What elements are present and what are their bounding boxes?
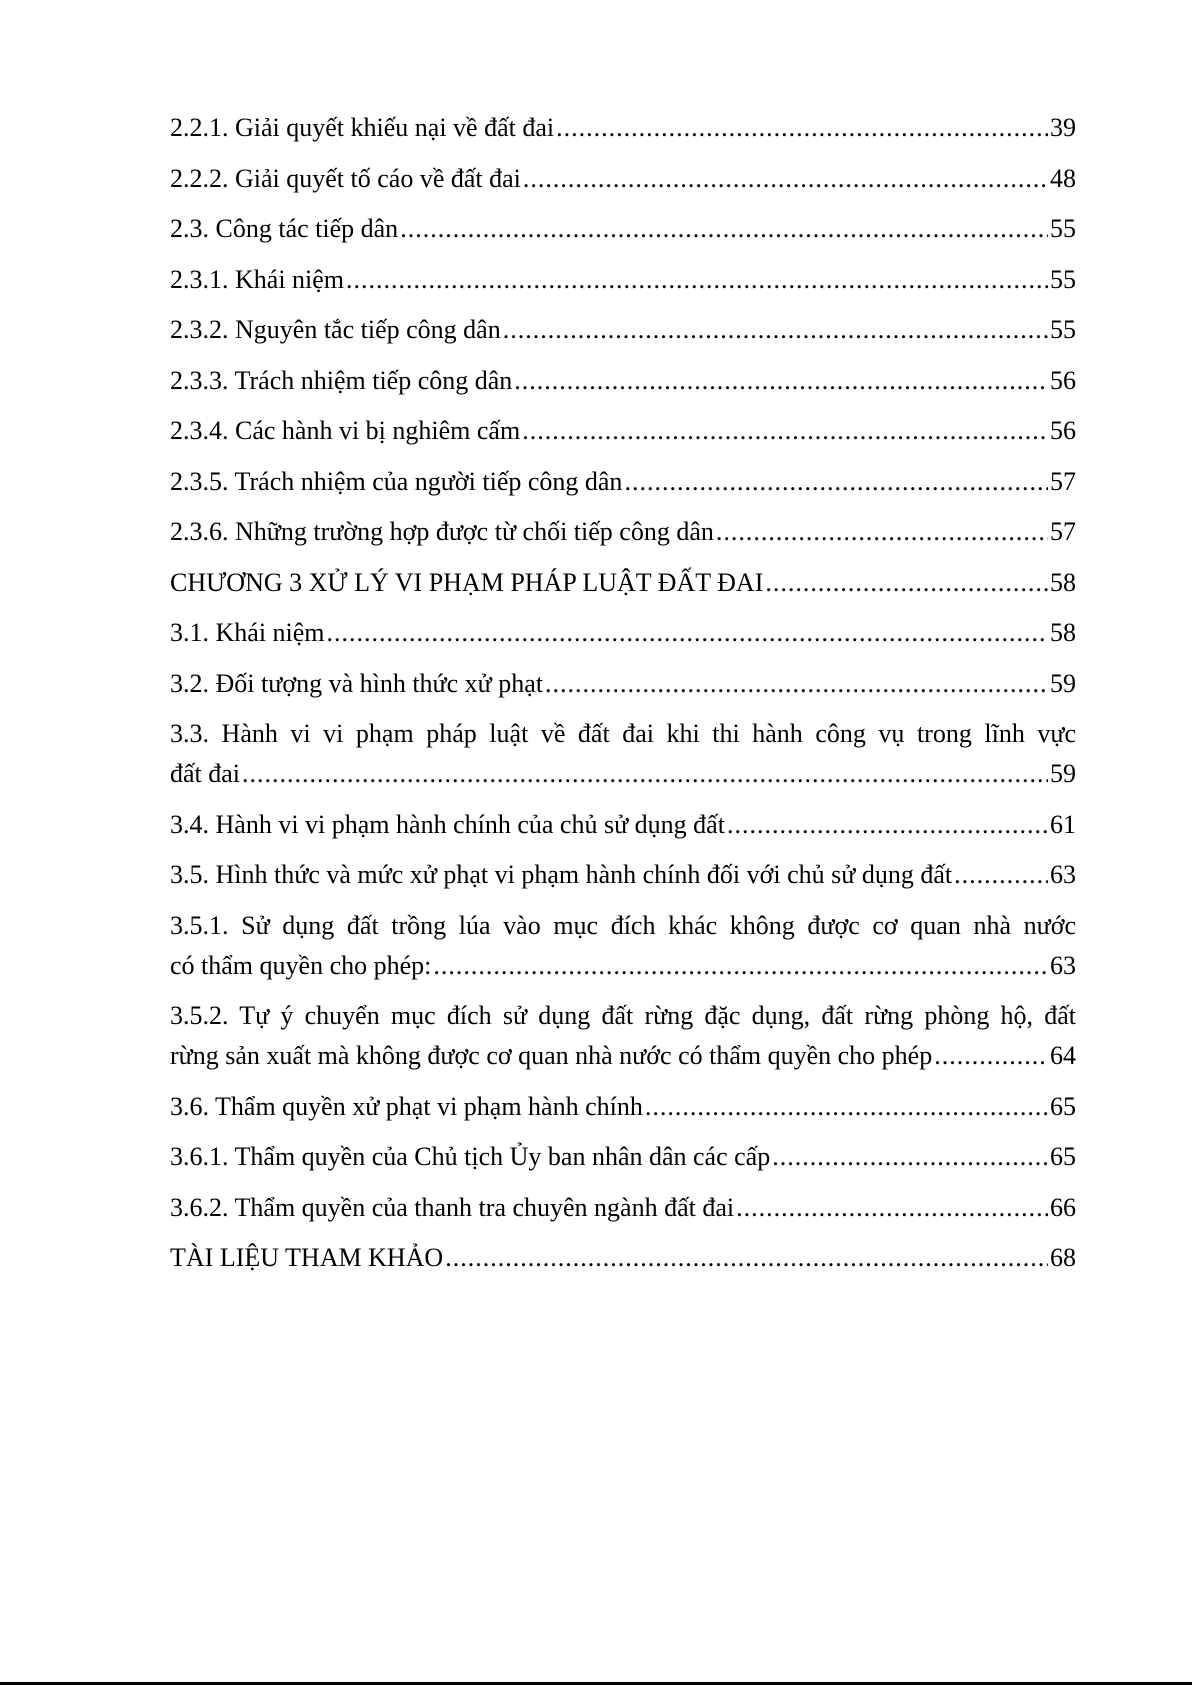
toc-entry-title: 2.3.5. Trách nhiệm của người tiếp công dân	[170, 466, 623, 496]
toc-page-number: 55	[1050, 214, 1076, 243]
toc-entry-title: 2.3.3. Trách nhiệm tiếp công dân	[170, 365, 513, 395]
toc-page-number: 58	[1050, 618, 1076, 647]
dot-leader	[624, 462, 1048, 502]
toc-entry[interactable]	[170, 714, 1076, 794]
toc-page-number: 39	[1050, 113, 1076, 142]
toc-page-number: 48	[1050, 163, 1076, 193]
toc-entry-line	[170, 159, 1076, 199]
toc-entry-line	[170, 1137, 1076, 1177]
toc-entry-title-line1: 3.5.1. Sử dụng đất trồng lúa vào mục đích khác không được cơ quan nhà nước	[170, 910, 1076, 940]
toc-entry[interactable]	[170, 563, 1076, 603]
dot-leader	[522, 411, 1048, 451]
toc-entry-title: rừng sản xuất mà không được cơ quan nhà nước có thẩm quyền cho phép	[170, 1041, 933, 1070]
toc-entry[interactable]	[170, 613, 1076, 653]
toc-entry-line	[170, 664, 1076, 704]
toc-entry[interactable]	[170, 159, 1076, 199]
toc-entry[interactable]	[170, 310, 1076, 350]
toc-entry-line	[170, 946, 1076, 986]
toc-entry-title: 2.3.2. Nguyên tắc tiếp công dân	[170, 315, 501, 344]
toc-entry-line	[170, 1036, 1076, 1076]
toc-entry-title: 2.3. Công tác tiếp dân	[170, 214, 399, 243]
dot-leader	[514, 361, 1048, 401]
toc-entry[interactable]	[170, 108, 1076, 148]
dot-leader	[736, 1188, 1048, 1228]
dot-leader	[772, 1137, 1048, 1177]
toc-entry-title: 3.2. Đối tượng và hình thức xử phạt	[170, 668, 544, 698]
toc-entry-title: TÀI LIỆU THAM KHẢO	[170, 1243, 444, 1272]
toc-entry-title: 2.2.2. Giải quyết tố cáo về đất đai	[170, 163, 521, 193]
toc-page-number: 65	[1050, 1091, 1076, 1121]
toc-entry-line	[170, 1087, 1076, 1127]
dot-leader	[445, 1238, 1048, 1278]
dot-leader	[934, 1036, 1048, 1076]
toc-entry[interactable]	[170, 1188, 1076, 1228]
toc-page-number: 68	[1050, 1243, 1076, 1272]
toc-entry-title: 2.3.4. Các hành vi bị nghiêm cấm	[170, 416, 521, 445]
table-of-contents	[170, 108, 1076, 1289]
toc-entry[interactable]	[170, 805, 1076, 845]
toc-page-number: 55	[1050, 315, 1076, 344]
toc-entry[interactable]	[170, 411, 1076, 451]
toc-entry-line	[170, 310, 1076, 350]
toc-entry-title: 3.6. Thẩm quyền xử phạt vi phạm hành chính	[170, 1091, 643, 1121]
toc-entry[interactable]	[170, 855, 1076, 895]
toc-page-number: 58	[1050, 567, 1076, 597]
toc-entry-line	[170, 108, 1076, 148]
dot-leader	[954, 855, 1048, 895]
toc-entry[interactable]	[170, 361, 1076, 401]
dot-leader	[346, 260, 1048, 300]
toc-entry-line	[170, 209, 1076, 249]
toc-page-number: 57	[1050, 466, 1076, 496]
dot-leader	[727, 805, 1048, 845]
toc-page-number: 56	[1050, 365, 1076, 395]
toc-entry-line	[170, 260, 1076, 300]
toc-page-number: 57	[1050, 517, 1076, 546]
toc-page-number: 64	[1050, 1041, 1076, 1070]
toc-entry-line	[170, 855, 1076, 895]
toc-entry-title: đất đai	[170, 759, 241, 788]
toc-entry-line	[170, 1188, 1076, 1228]
toc-entry-title: 3.6.2. Thẩm quyền của thanh tra chuyên ngành đất đai	[170, 1192, 735, 1222]
dot-leader	[765, 563, 1048, 603]
toc-entry[interactable]	[170, 996, 1076, 1076]
toc-page-number: 63	[1050, 950, 1076, 980]
toc-entry[interactable]	[170, 1087, 1076, 1127]
toc-entry[interactable]	[170, 260, 1076, 300]
toc-entry-title-line1: 3.3. Hành vi vi phạm pháp luật về đất đai khi thi hành công vụ trong lĩnh vực	[170, 719, 1076, 748]
toc-entry-line	[170, 512, 1076, 552]
toc-page-number: 66	[1050, 1192, 1076, 1222]
toc-page-number: 55	[1050, 264, 1076, 294]
toc-entry-title-line1: 3.5.2. Tự ý chuyển mục đích sử dụng đất rừng đặc dụng, đất rừng phòng hộ, đất	[170, 1001, 1076, 1030]
dot-leader	[645, 1087, 1048, 1127]
toc-page-number: 61	[1050, 809, 1076, 839]
toc-entry-title: 2.3.1. Khái niệm	[170, 264, 345, 294]
toc-page-number: 56	[1050, 416, 1076, 445]
toc-entry-line	[170, 563, 1076, 603]
toc-entry-title: 3.6.1. Thẩm quyền của Chủ tịch Ủy ban nhân dân các cấp	[170, 1142, 771, 1171]
dot-leader	[400, 209, 1048, 249]
toc-entry[interactable]	[170, 512, 1076, 552]
toc-entry-title: 2.2.1. Giải quyết khiếu nại về đất đai	[170, 113, 555, 142]
toc-entry[interactable]	[170, 664, 1076, 704]
toc-entry-line	[170, 462, 1076, 502]
toc-entry-title: 3.1. Khái niệm	[170, 618, 325, 647]
dot-leader	[545, 664, 1048, 704]
dot-leader	[716, 512, 1048, 552]
toc-entry-line	[170, 805, 1076, 845]
dot-leader	[503, 310, 1048, 350]
toc-entry-title: CHƯƠNG 3 XỬ LÝ VI PHẠM PHÁP LUẬT ĐẤT ĐAI	[170, 567, 764, 597]
toc-page-number: 59	[1050, 759, 1076, 788]
dot-leader	[433, 946, 1048, 986]
toc-entry-line	[170, 411, 1076, 451]
toc-entry[interactable]	[170, 1238, 1076, 1278]
toc-entry-title: 3.5. Hình thức và mức xử phạt vi phạm hành chính đối với chủ sử dụng đất	[170, 860, 953, 889]
toc-entry[interactable]	[170, 462, 1076, 502]
toc-entry-line	[170, 613, 1076, 653]
dot-leader	[327, 613, 1048, 653]
toc-entry[interactable]	[170, 906, 1076, 986]
dot-leader	[556, 108, 1048, 148]
toc-page-number: 63	[1050, 860, 1076, 889]
toc-entry-line	[170, 754, 1076, 794]
toc-entry[interactable]	[170, 209, 1076, 249]
toc-entry[interactable]	[170, 1137, 1076, 1177]
toc-entry-title: 3.4. Hành vi vi phạm hành chính của chủ sử dụng đất	[170, 809, 725, 839]
toc-entry-line	[170, 1238, 1076, 1278]
dot-leader	[523, 159, 1048, 199]
toc-page-number: 59	[1050, 668, 1076, 698]
toc-page-number: 65	[1050, 1142, 1076, 1171]
toc-entry-line	[170, 361, 1076, 401]
dot-leader	[242, 754, 1048, 794]
toc-entry-title: có thẩm quyền cho phép:	[170, 950, 432, 980]
toc-entry-title: 2.3.6. Những trường hợp được từ chối tiếp công dân	[170, 517, 714, 546]
